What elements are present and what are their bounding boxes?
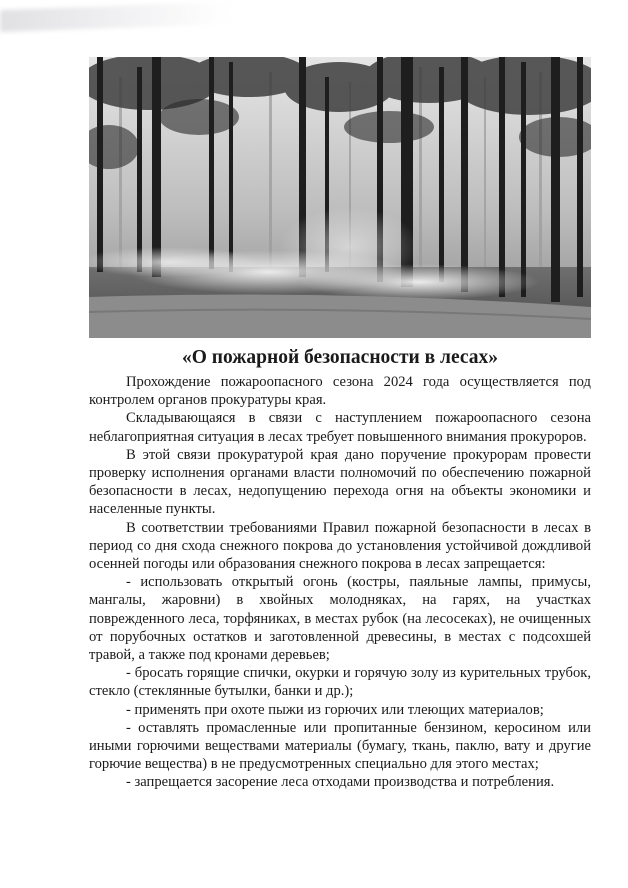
- list-item: - бросать горящие спички, окурки и горячую золу из курительных трубок, стекло (стеклянные бутылки, банки и др.);: [89, 665, 591, 700]
- document-body: [89, 373, 591, 792]
- document-title: «О пожарной безопасности в лесах»: [181, 347, 499, 368]
- list-item: - запрещается засорение леса отходами производства и потребления.: [126, 774, 555, 791]
- paragraph: Прохождение пожароопасного сезона 2024 года осуществляется под контролем органов прокуратуры края.: [89, 374, 591, 409]
- forest-fire-photo: [89, 57, 591, 338]
- list-item: - использовать открытый огонь (костры, паяльные лампы, примусы, мангалы, жаровни) в хвойных молодняках, на гарях, на участках поврежденного леса, торфяниках, в местах рубок (на лесосеках), не очищенных от порубочных остатков и заготовленной древесины, в местах с подсохшей травой, а также под кронами деревьев;: [89, 574, 591, 664]
- list-item: - оставлять промасленные или пропитанные бензином, керосином или иными горючими веществами материалы (бумагу, ткань, паклю, вату и другие горючие вещества) в не предусмотренных специально для этого местах;: [89, 719, 591, 773]
- paragraph: Складывающаяся в связи с наступлением пожароопасного сезона неблагоприятная ситуация в лесах требует повышенного внимания прокуроров.: [89, 410, 591, 445]
- forest-fire-illustration: [89, 57, 591, 338]
- paragraph: В соответствии требованиями Правил пожарной безопасности в лесах в период со дня схода снежного покрова до установления устойчивой дождливой осенней погоды или образования снежного покрова в лесах запрещается:: [89, 519, 591, 573]
- list-item: - применять при охоте пыжи из горючих или тлеющих материалов;: [126, 701, 544, 718]
- paragraph: В этой связи прокуратурой края дано поручение прокурорам провести проверку исполнения органами власти полномочий по обеспечению пожарной безопасности в лесах, недопущению перехода огня на объекты экономики и населенные пункты.: [89, 446, 591, 518]
- scan-artifact: [0, 2, 230, 32]
